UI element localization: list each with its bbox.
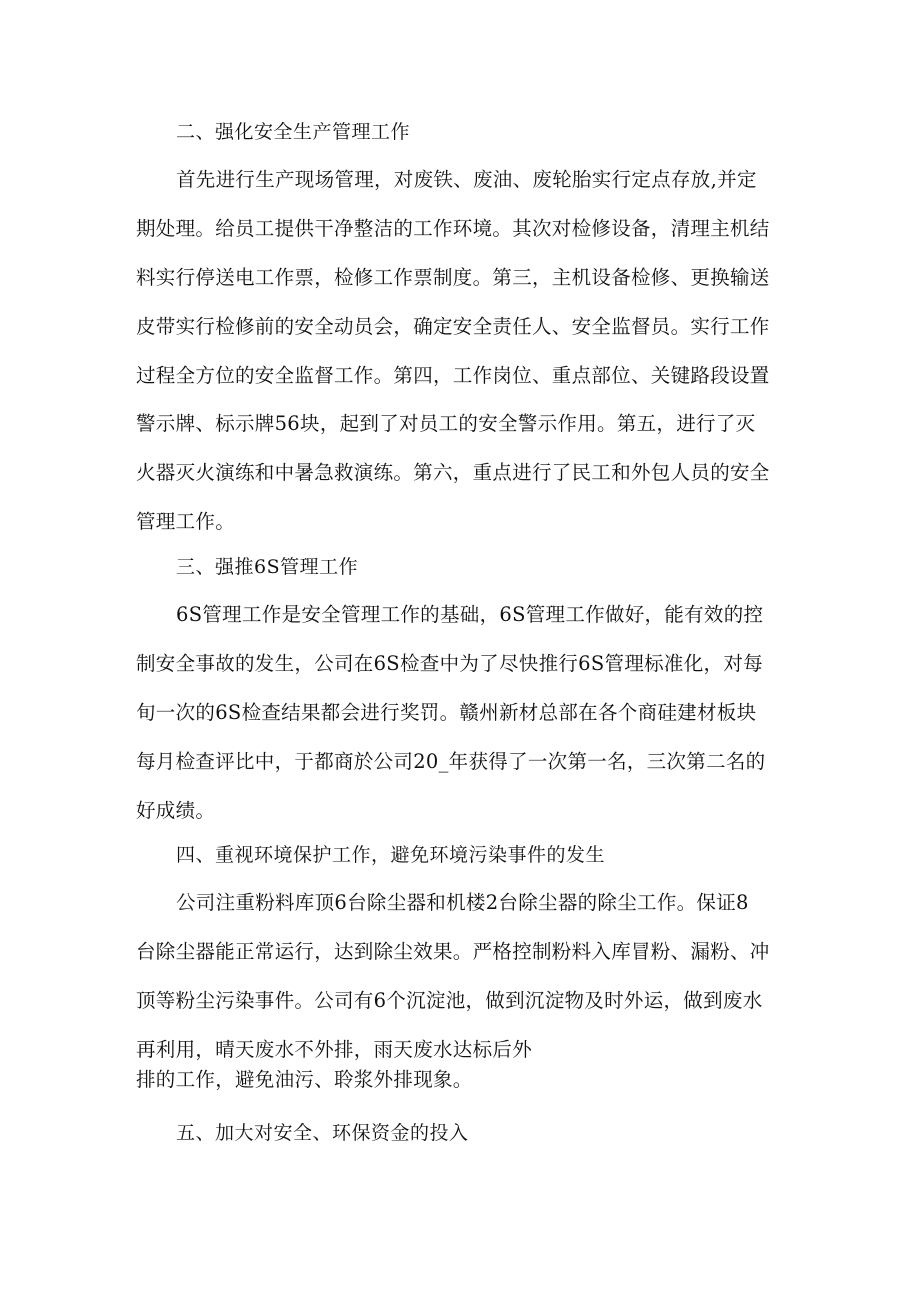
paragraph-line: 期处理。给员工提供干净整洁的工作环境。其次对检修设备，清理主机结 [136,216,770,240]
paragraph-safety [136,166,781,557]
paragraph-line: 排的工作，避免油污、聆浆外排现象。 [136,1067,473,1091]
paragraph-line: 料实行停送电工作票，检修工作票制度。第三，主机设备检修、更换输送 [136,265,770,289]
section-heading-investment: 五、加大对安全、环保资金的投入 [176,1122,469,1144]
paragraph-line: 警示牌、标示牌56块，起到了对员工的安全警示作用。第五，进行了灭 [136,412,756,436]
paragraph-line: 公司注重粉料库顶6台除尘器和机楼2台除尘器的除尘工作。保证8 [176,891,749,914]
paragraph-line: 6S管理工作是安全管理工作的基础，6S管理工作做好，能有效的控 [176,603,764,626]
paragraph-6s [136,601,781,845]
paragraph-line: 每月检查评比中，于都商於公司20_年获得了一次第一名，三次第二名的 [136,749,766,773]
paragraph-line: 火器灭火演练和中暑急救演练。第六，重点进行了民工和外包人员的安全 [136,461,770,485]
paragraph-line: 旬一次的6S检查结果都会进行奖罚。赣州新材总部在各个商硅建材板块 [136,700,757,724]
section-heading-6s: 三、强推6S管理工作 [176,556,359,578]
section-heading-safety: 二、强化安全生产管理工作 [176,121,411,143]
paragraph-line: 再利用，晴天废水不外排，雨天废水达标后外 [136,1037,533,1061]
paragraph-line: 制安全事故的发生，公司在6S检查中为了尽快推行6S管理标准化，对每 [136,651,763,675]
paragraph-line: 台除尘器能正常运行，达到除尘效果。严格控制粉料入库冒粉、漏粉、冲 [136,939,770,963]
paragraph-line: 首先进行生产现场管理，对废铁、废油、废轮胎实行定点存放,并定 [176,168,757,191]
paragraph-line: 顶等粉尘污染事件。公司有6个沉淀池，做到沉淀物及时外运，做到废水 [136,988,763,1012]
paragraph-environment [136,889,781,1115]
paragraph-line: 好成绩。 [136,798,216,822]
section-heading-environment: 四、重视环境保护工作，避免环境污染事件的发生 [176,844,606,866]
paragraph-line: 过程全方位的安全监督工作。第四，工作岗位、重点部位、关键路段设置 [136,363,770,387]
paragraph-line: 皮带实行检修前的安全动员会，确定安全责任人、安全监督员。实行工作 [136,314,770,338]
paragraph-line: 管理工作。 [136,510,236,534]
